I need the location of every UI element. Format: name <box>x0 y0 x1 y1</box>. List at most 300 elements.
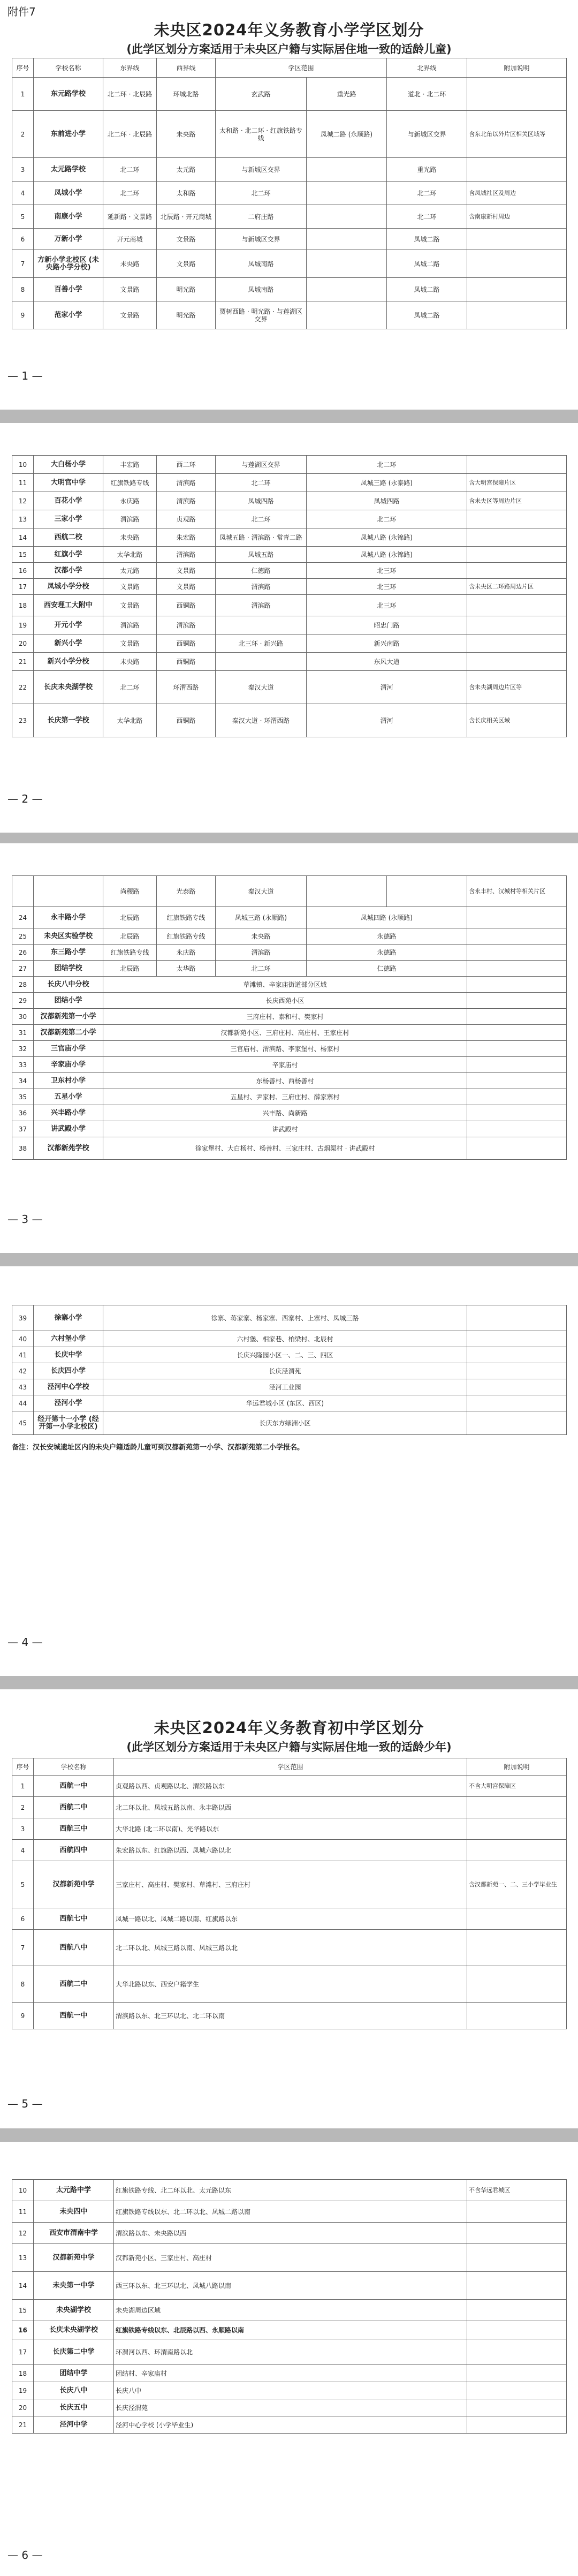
cell-no: 26 <box>12 945 34 961</box>
cell-south: 秦汉大道 <box>216 671 307 704</box>
table-header-row <box>12 1758 567 1776</box>
cell-note <box>467 928 567 945</box>
cell-west: 西铜路 <box>157 704 216 737</box>
cell-school: 西航八中 <box>34 1930 114 1966</box>
cell-school: 西航一中 <box>34 2003 114 2029</box>
cell-south: 仁德路 <box>216 563 307 579</box>
cell-scope: 团结村、辛家庙村 <box>114 2365 467 2382</box>
cell-scope: 六村堡、相家巷、柏梁村、北辰村 <box>103 1331 467 1347</box>
cell-no: 17 <box>12 579 34 595</box>
cell-school: 万新小学 <box>34 229 103 250</box>
cell-school: 未央第一中学 <box>34 2272 114 2300</box>
primary-table-page1 <box>12 58 567 329</box>
primary-remark: 备注：汉长安城遗址区内的未央户籍适龄儿童可到汉都新苑第一小学、汉都新苑第二小学报名。 <box>12 1444 305 1452</box>
cell-no: 18 <box>12 595 34 616</box>
cell-note <box>467 2244 567 2272</box>
cell-school: 汉都新苑学校 <box>34 1137 103 1160</box>
cell-north: 道北 · 北二环 <box>387 78 467 111</box>
cell-west: 光泰路 <box>157 876 216 907</box>
cell-scope: 未央湖周边区域 <box>114 2300 467 2321</box>
cell-school: 长庆第一学校 <box>34 704 103 737</box>
cell-south: 凤城四路 <box>216 492 307 510</box>
cell-no: 11 <box>12 2201 34 2223</box>
table-row <box>12 278 567 301</box>
primary-table-page3 <box>12 875 567 1160</box>
table-row <box>12 1411 567 1435</box>
cell-school: 西航二中 <box>34 1966 114 2003</box>
cell-no: 14 <box>12 2272 34 2300</box>
cell-note <box>467 1797 567 1818</box>
cell-note: 含凤城社区及周边 <box>467 182 567 205</box>
cell-school: 百善小学 <box>34 278 103 301</box>
cell-note <box>467 1105 567 1121</box>
cell-north: 凤城八路 (永锦路) <box>307 528 467 547</box>
cell-school: 太元路中学 <box>34 2180 114 2201</box>
page-number-text: — 5 — <box>7 2097 43 2110</box>
cell-note <box>467 1331 567 1347</box>
table-row <box>12 229 567 250</box>
cell-east: 永庆路 <box>103 492 157 510</box>
cell-south: 北二环 <box>216 961 307 977</box>
table-row <box>12 205 567 229</box>
cell-note <box>467 1305 567 1331</box>
cell-west: 西二环 <box>157 456 216 474</box>
table-row <box>12 961 567 977</box>
cell-north: 北二环 <box>307 456 467 474</box>
cell-school: 六村堡小学 <box>34 1331 103 1347</box>
cell-note <box>467 634 567 653</box>
cell-school: 泾河小学 <box>34 1395 103 1411</box>
table-row <box>12 2339 567 2365</box>
cell-no: 16 <box>12 2321 34 2339</box>
cell-note <box>467 1395 567 1411</box>
header-east: 东界线 <box>103 58 157 78</box>
table-row <box>12 2300 567 2321</box>
cell-school: 泾河中心学校 <box>34 1379 103 1395</box>
table-row <box>12 579 567 595</box>
cell-north: 北二环 <box>307 510 467 528</box>
cell-scope: 五星村、尹家村、三府庄村、薛家寨村 <box>103 1089 467 1105</box>
page-number-text: — 6 — <box>7 2549 43 2562</box>
cell-school: 西航七中 <box>34 1908 114 1930</box>
cell-north: 凤城二路 <box>387 250 467 278</box>
cell-no: 39 <box>12 1305 34 1331</box>
cell-no: 20 <box>12 634 34 653</box>
cell-note <box>467 2321 567 2339</box>
cell-scope: 三官庙村、渭滨路、李家堡村、杨家村 <box>103 1041 467 1057</box>
cell-south <box>216 616 307 634</box>
cell-east: 开元商城 <box>103 229 157 250</box>
cell-scope: 长庆兴隆园小区一、二、三、四区 <box>103 1347 467 1363</box>
cell-south: 与新城区交界 <box>216 158 307 182</box>
cell-school: 汉都小学 <box>34 563 103 579</box>
cell-west: 文景路 <box>157 563 216 579</box>
cell-east: 渭滨路 <box>103 510 157 528</box>
table-row <box>12 1363 567 1379</box>
cell-note <box>467 2416 567 2434</box>
cell-no: 45 <box>12 1411 34 1435</box>
table-row <box>12 1025 567 1041</box>
cell-east: 北辰路 <box>103 961 157 977</box>
cell-south <box>216 653 307 671</box>
header-note: 附加说明 <box>467 58 567 78</box>
cell-east: 延新路 · 文景路 <box>103 205 157 229</box>
cell-east: 未央路 <box>103 653 157 671</box>
cell-no: 15 <box>12 2300 34 2321</box>
cell-west: 文景路 <box>157 250 216 278</box>
cell-east: 文景路 <box>103 278 157 301</box>
table-row <box>12 2365 567 2382</box>
attachment-label: 附件7 <box>7 5 36 18</box>
cell-east: 太元路 <box>103 563 157 579</box>
table-row <box>12 563 567 579</box>
table-row <box>12 2382 567 2399</box>
cell-north: 东风大道 <box>307 653 467 671</box>
table-row <box>12 634 567 653</box>
cell-west: 太元路 <box>157 158 216 182</box>
cell-no: 13 <box>12 510 34 528</box>
cell-no: 10 <box>12 456 34 474</box>
cell-scope: 三家庄村、高庄村、樊家村、草滩村、三府庄村 <box>114 1861 467 1908</box>
cell-school: 长庆八中分校 <box>34 977 103 993</box>
cell-west: 未央路 <box>157 111 216 158</box>
cell-scope <box>307 205 387 229</box>
page-5 <box>0 1689 578 2128</box>
page-number-text: — 2 — <box>7 792 43 805</box>
cell-scope: 北二环以北、凤城五路以南、永丰路以西 <box>114 1797 467 1818</box>
table-row <box>12 111 567 158</box>
cell-no: 23 <box>12 704 34 737</box>
cell-south: 北二环 <box>216 182 307 205</box>
primary-table-page2 <box>12 455 567 737</box>
cell-north: 永德路 <box>307 928 467 945</box>
table-row <box>12 2416 567 2434</box>
cell-no: 1 <box>12 78 34 111</box>
cell-west: 贞观路 <box>157 510 216 528</box>
cell-school: 长庆四小学 <box>34 1363 103 1379</box>
table-row <box>12 1105 567 1121</box>
cell-west: 环渭西路 <box>157 671 216 704</box>
cell-note <box>467 1025 567 1041</box>
table-row <box>12 1797 567 1818</box>
cell-school: 新兴小学分校 <box>34 653 103 671</box>
table-row <box>12 78 567 111</box>
cell-east: 渭滨路 <box>103 616 157 634</box>
cell-school: 凤城小学 <box>34 182 103 205</box>
cell-note <box>467 1041 567 1057</box>
cell-school: 大明宫中学 <box>34 474 103 492</box>
cell-west: 太和路 <box>157 182 216 205</box>
primary-table-page4 <box>12 1305 567 1435</box>
cell-west: 明光路 <box>157 301 216 329</box>
cell-no: 13 <box>12 2244 34 2272</box>
cell-west: 渭滨路 <box>157 616 216 634</box>
table-row <box>12 876 567 907</box>
cell-note <box>467 907 567 928</box>
cell-school: 辛家庙小学 <box>34 1057 103 1073</box>
cell-south: 北三环 · 新兴路 <box>216 634 307 653</box>
table-row <box>12 456 567 474</box>
cell-west: 西铜路 <box>157 653 216 671</box>
cell-note <box>467 653 567 671</box>
cell-scope: 渭滨路以东、北三环以北、北二环以南 <box>114 2003 467 2029</box>
cell-note: 含未央区二环路周边片区 <box>467 579 567 595</box>
table-row <box>12 2321 567 2339</box>
header-west: 西界线 <box>157 58 216 78</box>
cell-south: 北二环 <box>216 510 307 528</box>
cell-scope: 华远君城小区 (东区、西区) <box>103 1395 467 1411</box>
cell-school: 太元路学校 <box>34 158 103 182</box>
cell-scope <box>307 182 387 205</box>
cell-note <box>467 1818 567 1840</box>
cell-school: 三官庙小学 <box>34 1041 103 1057</box>
cell-north: 仁德路 <box>307 961 467 977</box>
cell-no: 28 <box>12 977 34 993</box>
table-row <box>12 2223 567 2244</box>
cell-south: 凤城南路 <box>216 278 307 301</box>
cell-school: 西安理工大附中 <box>34 595 103 616</box>
cell-south: 渭滨路 <box>216 945 307 961</box>
cell-school: 西航二中 <box>34 1797 114 1818</box>
cell-north: 凤城三路 (永泰路) <box>307 474 467 492</box>
cell-west: 明光路 <box>157 278 216 301</box>
cell-no: 38 <box>12 1137 34 1160</box>
cell-school: 未央四中 <box>34 2201 114 2223</box>
cell-no: 9 <box>12 2003 34 2029</box>
cell-no: 21 <box>12 653 34 671</box>
cell-south: 二府庄路 <box>216 205 307 229</box>
cell-school: 西航二校 <box>34 528 103 547</box>
cell-south: 与莲湖区交界 <box>216 456 307 474</box>
cell-note <box>467 1930 567 1966</box>
table-row <box>12 1818 567 1840</box>
cell-east: 红旗铁路专线 <box>103 474 157 492</box>
table-row <box>12 616 567 634</box>
cell-school: 兴丰路小学 <box>34 1105 103 1121</box>
cell-no: 14 <box>12 528 34 547</box>
cell-scope: 徐家堡村、大白杨村、杨善村、三家庄村、古烟渠村 · 讲武殿村 <box>103 1137 467 1160</box>
cell-note <box>467 1379 567 1395</box>
cell-school: 长庆中学 <box>34 1347 103 1363</box>
cell-note <box>467 1057 567 1073</box>
cell-school: 经开第十一小学 (经开第一小学北校区) <box>34 1411 103 1435</box>
cell-no: 31 <box>12 1025 34 1041</box>
cell-school: 红旗小学 <box>34 547 103 563</box>
cell-school: 未央区实验学校 <box>34 928 103 945</box>
cell-east: 北二环 <box>103 671 157 704</box>
cell-east: 未央路 <box>103 528 157 547</box>
cell-south: 秦汉大道 · 环渭西路 <box>216 704 307 737</box>
cell-west: 渭滨路 <box>157 492 216 510</box>
cell-note <box>467 1073 567 1089</box>
cell-no: 11 <box>12 474 34 492</box>
cell-school: 团结小学 <box>34 993 103 1009</box>
cell-scope: 泾河中心学校 (小学毕业生) <box>114 2416 467 2434</box>
cell-note <box>467 616 567 634</box>
cell-school: 讲武殿小学 <box>34 1121 103 1137</box>
table-row <box>12 528 567 547</box>
cell-school: 东三路小学 <box>34 945 103 961</box>
cell-no: 20 <box>12 2399 34 2416</box>
table-row <box>12 510 567 528</box>
cell-west: 北辰路 · 开元商城 <box>157 205 216 229</box>
cell-west: 太华路 <box>157 961 216 977</box>
cell-note: 含东北角以外片区相关区域等 <box>467 111 567 158</box>
cell-note <box>467 2399 567 2416</box>
cell-west: 红旗铁路专线 <box>157 928 216 945</box>
cell-no: 25 <box>12 928 34 945</box>
cell-no: 16 <box>12 563 34 579</box>
cell-north: 永德路 <box>307 945 467 961</box>
cell-no: 10 <box>12 2180 34 2201</box>
table-row <box>12 2399 567 2416</box>
table-row <box>12 250 567 278</box>
cell-no: 41 <box>12 1347 34 1363</box>
cell-note <box>467 2382 567 2399</box>
cell-note <box>467 977 567 993</box>
table-row <box>12 704 567 737</box>
table-row <box>12 977 567 993</box>
cell-east: 红旗铁路专线 <box>103 945 157 961</box>
cell-school: 大白杨小学 <box>34 456 103 474</box>
table-row <box>12 158 567 182</box>
cell-north: 凤城四路 (永顺路) <box>307 907 467 928</box>
cell-no: 1 <box>12 1776 34 1797</box>
cell-no: 5 <box>12 1861 34 1908</box>
cell-north: 凤城四路 <box>307 492 467 510</box>
table-row <box>12 182 567 205</box>
cell-school: 永丰路小学 <box>34 907 103 928</box>
table-row <box>12 2244 567 2272</box>
cell-no: 7 <box>12 1930 34 1966</box>
middle-title: 未央区2024年义务教育初中学区划分 <box>154 1719 424 1737</box>
cell-school: 团结中学 <box>34 2365 114 2382</box>
cell-no: 24 <box>12 907 34 928</box>
cell-school: 徐寨小学 <box>34 1305 103 1331</box>
cell-school: 长庆第二中学 <box>34 2339 114 2365</box>
table-row <box>12 1966 567 2003</box>
cell-note <box>467 2201 567 2223</box>
cell-east: 文景路 <box>103 301 157 329</box>
page-4 <box>0 1266 578 1676</box>
table-row <box>12 1089 567 1105</box>
cell-note <box>467 1089 567 1105</box>
table-row <box>12 1137 567 1160</box>
cell-note <box>467 1137 567 1160</box>
cell-school: 未央湖学校 <box>34 2300 114 2321</box>
cell-no: 19 <box>12 616 34 634</box>
cell-scope <box>307 229 387 250</box>
table-row <box>12 492 567 510</box>
cell-scope: 长庆泾渭苑 <box>103 1363 467 1379</box>
cell-school: 百花小学 <box>34 492 103 510</box>
table-row <box>12 1395 567 1411</box>
cell-north: 重光路 <box>387 158 467 182</box>
cell-no: 5 <box>12 205 34 229</box>
cell-school: 开元小学 <box>34 616 103 634</box>
cell-note: 含南康新村周边 <box>467 205 567 229</box>
cell-west: 文景路 <box>157 229 216 250</box>
table-row <box>12 1861 567 1908</box>
cell-no: 36 <box>12 1105 34 1121</box>
cell-note <box>467 1908 567 1930</box>
cell-no: 4 <box>12 182 34 205</box>
cell-scope: 汉都新苑小区、三家庄村、高庄村 <box>114 2244 467 2272</box>
cell-scope: 长庆泾渭苑 <box>114 2399 467 2416</box>
cell-school: 西航三中 <box>34 1818 114 1840</box>
table-row <box>12 1776 567 1797</box>
cell-note <box>467 2003 567 2029</box>
cell-no: 4 <box>12 1840 34 1861</box>
cell-no: 35 <box>12 1089 34 1105</box>
primary-subtitle: (此学区划分方案适用于未央区户籍与实际居住地一致的适龄儿童) <box>126 43 452 56</box>
table-row <box>12 1930 567 1966</box>
cell-note <box>467 563 567 579</box>
cell-school: 西航一中 <box>34 1776 114 1797</box>
cell-no: 29 <box>12 993 34 1009</box>
cell-scope: 泾河工业园 <box>103 1379 467 1395</box>
cell-note: 不含大明宫保障区 <box>467 1776 567 1797</box>
cell-school: 长庆八中 <box>34 2382 114 2399</box>
table-row <box>12 928 567 945</box>
cell-no: 2 <box>12 1797 34 1818</box>
cell-no: 12 <box>12 2223 34 2244</box>
cell-note: 含长庆相关区域 <box>467 704 567 737</box>
middle-subtitle: (此学区划分方案适用于未央区户籍与实际居住地一致的适龄少年) <box>126 1741 452 1754</box>
cell-east: 北辰路 <box>103 928 157 945</box>
cell-north: 渭河 <box>307 671 467 704</box>
cell-note <box>467 1840 567 1861</box>
cell-note: 含未央湖周边片区等 <box>467 671 567 704</box>
cell-school: 长庆五中 <box>34 2399 114 2416</box>
cell-no: 17 <box>12 2339 34 2365</box>
cell-school: 凤城小学分校 <box>34 579 103 595</box>
cell-north: 北二环 <box>387 182 467 205</box>
table-row <box>12 1305 567 1331</box>
cell-note <box>467 1009 567 1025</box>
cell-school: 范家小学 <box>34 301 103 329</box>
table-row <box>12 653 567 671</box>
cell-scope: 三府庄村、泰和村、樊家村 <box>103 1009 467 1025</box>
page-1 <box>0 0 578 410</box>
cell-scope <box>307 301 387 329</box>
cell-no: 37 <box>12 1121 34 1137</box>
cell-no: 27 <box>12 961 34 977</box>
cell-scope <box>307 158 387 182</box>
cell-school: 西航四中 <box>34 1840 114 1861</box>
cell-east: 未央路 <box>103 250 157 278</box>
cell-no: 3 <box>12 158 34 182</box>
header-no: 序号 <box>12 1758 34 1776</box>
cell-east: 文景路 <box>103 634 157 653</box>
cell-note <box>467 2365 567 2382</box>
cell-scope: 大华北路 (北二环以南)、光华路以东 <box>114 1818 467 1840</box>
cell-note <box>467 1347 567 1363</box>
cell-note <box>467 301 567 329</box>
cell-no: 30 <box>12 1009 34 1025</box>
header-north: 北界线 <box>387 58 467 78</box>
cell-south: 凤城五路 <box>216 547 307 563</box>
cell-school: 三家小学 <box>34 510 103 528</box>
table-row <box>12 1908 567 1930</box>
cell-scope <box>307 278 387 301</box>
table-row <box>12 595 567 616</box>
table-row <box>12 1347 567 1363</box>
cell-scope: 贞观路以西、贞观路以北、渭滨路以东 <box>114 1776 467 1797</box>
cell-note: 含汉都新苑一、二、三小学毕业生 <box>467 1861 567 1908</box>
cell-school: 西安市渭南中学 <box>34 2223 114 2244</box>
header-name: 学校名称 <box>34 1758 114 1776</box>
